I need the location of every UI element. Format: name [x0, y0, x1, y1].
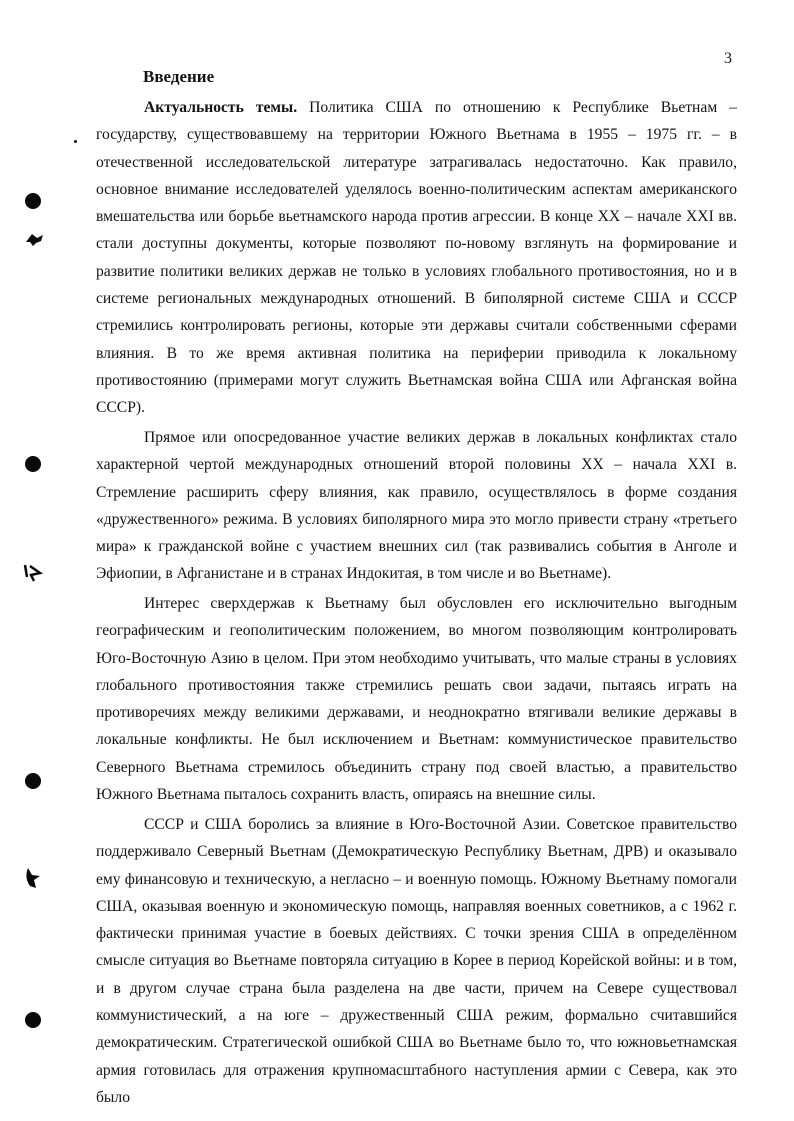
binder-hole-icon — [25, 456, 41, 472]
paragraph-text: Интерес сверхдержав к Вьетнаму был обусловлен его исключительно выгодным географическим и геополитическим положением, во многом позволяющим контролировать Юго-Восточную Азию в целом. При этом необходимо учитывать, что малые страны в условиях глобального противостояния также стремились решать свои задачи, пытаясь играть на противоречиях между великими державами, и неоднократно втягивали великие державы в локальные конфликты. Не был исключением и Вьетнам: коммунистическое правительство Северного Вьетнама стремилось объединить страну под своей властью, а правительство Южного Вьетнама пыталось сохранить власть, опираясь на внешние силы. — [96, 595, 737, 804]
paragraph-4 — [96, 811, 737, 1111]
paragraph-text: Прямое или опосредованное участие великих держав в локальных конфликтах стало характерной чертой международных отношений второй половины XX – начала XXI в. Стремление расширить сферу влияния, как правило, осуществлялось в форме создания «дружественного» режима. В условиях биполярного мира это могло привести страну «третьего мира» к гражданской войне с участием внешних сил (так развивались события в Анголе и Эфиопии, в Афганистане и в странах Индокитая, в том числе и во Вьетнаме). — [96, 429, 737, 583]
binder-hole-icon — [25, 1012, 41, 1028]
scan-smudge-icon — [22, 866, 42, 890]
scan-smudge-icon — [24, 230, 46, 248]
paragraph-relevance — [96, 94, 737, 422]
section-heading: Введение — [143, 67, 215, 86]
paragraph-3 — [96, 590, 737, 808]
paragraph-text: Политика США по отношению к Республике Вьетнам – государству, существовавшему на территории Южного Вьетнама в 1955 – 1975 гг. – в отечественной исследовательской литературе затрагивалась недостаточно. Как правило, основное внимание исследователей уделялось военно-политическим аспектам американского вмешательства или борьбе вьетнамского народа против агрессии. В конце XX – начале XXI вв. стали доступны документы, которые позволяют по-новому взглянуть на формирование и развитие политики великих держав не только в условиях глобального противостояния, но и в системе региональных международных отношений. В биполярной системе США и СССР стремились контролировать регионы, которые эти державы считали собственными сферами влияния. В то же время активная политика на периферии приводила к локальному противостоянию (примерами могут служить Вьетнамская война США или Афганская война СССР). — [96, 99, 737, 417]
paragraph-text: СССР и США боролись за влияние в Юго-Восточной Азии. Советское правительство поддерживало Северный Вьетнам (Демократическую Республику Вьетнам, ДРВ) и оказывало ему финансовую и техническую, а негласно – и военную помощь. Южному Вьетнаму помогали США, оказывая военную и экономическую помощь, направляя военных советников, а с 1962 г. фактически принимая участие в боевых действиях. С точки зрения США в определённом смысле ситуация во Вьетнаме повторяла ситуацию в Корее в период Корейской войны: и в том, и в другом случае страна была разделена на две части, причем на Севере существовал коммунистический, а на юге – дружественный США режим, формально считавшийся демократическим. Стратегической ошибкой США во Вьетнаме было то, что южновьетнамская армия готовилась для отражения крупномасштабного наступления армии с Севера, как это было — [96, 816, 737, 1106]
paragraph-lead: Актуальность темы. — [144, 99, 298, 116]
binder-hole-icon — [25, 773, 41, 789]
paragraph-2 — [96, 424, 737, 588]
scan-speck-icon — [74, 140, 77, 143]
binder-hole-icon — [25, 193, 41, 209]
page-number: 3 — [724, 50, 732, 67]
scan-smudge-icon — [22, 563, 44, 583]
